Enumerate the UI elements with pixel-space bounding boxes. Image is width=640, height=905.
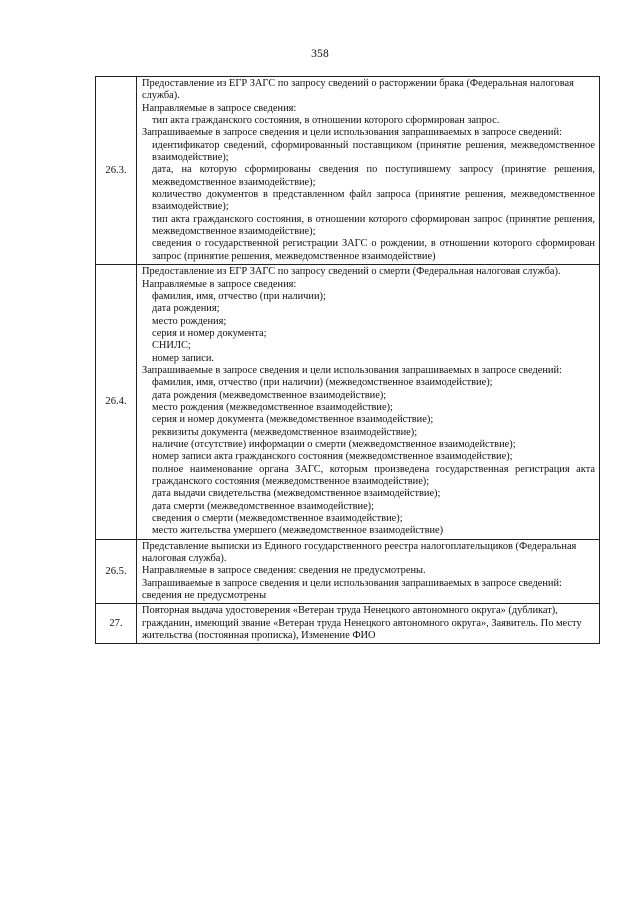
row-number: 26.3. bbox=[96, 77, 137, 265]
list-item: Направляемые в запросе сведения: bbox=[142, 102, 297, 114]
list-item: дата выдачи свидетельства (межведомственное взаимодействие); bbox=[152, 488, 441, 500]
row-number: 26.4. bbox=[96, 265, 137, 540]
list-item: дата смерти (межведомственное взаимодействие); bbox=[152, 500, 375, 512]
list-item: номер записи. bbox=[152, 352, 215, 364]
list-item: количество документов в представленном файл запроса (принятие решения, межведомственное взаимодействие); bbox=[152, 189, 595, 213]
list-item: место рождения (межведомственное взаимодействие); bbox=[152, 401, 393, 413]
list-item: дата рождения; bbox=[152, 303, 220, 315]
list-item: дата, на которую сформированы сведения по поступившему запросу (принятие решения, межведомственное взаимодействие); bbox=[152, 164, 595, 188]
list-item: Запрашиваемые в запросе сведения и цели использования запрашиваемых в запросе сведений: bbox=[142, 127, 562, 139]
list-item: фамилия, имя, отчество (при наличии); bbox=[152, 290, 326, 302]
list-item: идентификатор сведений, сформированный поставщиком (принятие решения, межведомственное взаимодействие); bbox=[152, 139, 595, 164]
list-item: тип акта гражданского состояния, в отношении которого сформирован запрос. bbox=[152, 115, 500, 127]
list-item: полное наименование органа ЗАГС, которым произведена государственная регистрация акта гражданского состояния (межведомственное взаимодействие); bbox=[152, 463, 595, 487]
row-title: Предоставление из ЕГР ЗАГС по запросу сведений о расторжении брака (Федеральная налоговая служба). bbox=[142, 78, 574, 102]
row-content bbox=[137, 604, 600, 644]
row-content bbox=[137, 265, 600, 540]
list-item: сведения о государственной регистрации ЗАГС о рождении, в отношении которого сформирован запрос (принятие решения, межведомственное взаимодействие) bbox=[152, 238, 595, 262]
list-item: сведения о смерти (межведомственное взаимодействие); bbox=[152, 513, 403, 525]
row-number: 27. bbox=[96, 604, 137, 644]
table-row bbox=[96, 539, 600, 604]
document-table bbox=[95, 76, 600, 644]
table-row bbox=[96, 77, 600, 265]
list-item: Направляемые в запросе сведения: сведения не предусмотрены. bbox=[142, 565, 426, 577]
list-item: СНИЛС; bbox=[152, 340, 191, 352]
list-item: реквизиты документа (межведомственное взаимодействие); bbox=[152, 426, 418, 438]
row-number: 26.5. bbox=[96, 539, 137, 604]
list-item: место рождения; bbox=[152, 315, 227, 327]
table-row bbox=[96, 604, 600, 644]
row-title: Предоставление из ЕГР ЗАГС по запросу сведений о смерти (Федеральная налоговая служба). bbox=[142, 266, 561, 278]
list-item: место жительства умершего (межведомственное взаимодействие) bbox=[152, 525, 444, 537]
list-item: дата рождения (межведомственное взаимодействие); bbox=[152, 389, 387, 401]
list-item: Запрашиваемые в запросе сведения и цели использования запрашиваемых в запросе сведений: bbox=[142, 364, 562, 376]
list-item: Направляемые в запросе сведения: bbox=[142, 278, 297, 290]
list-item: наличие (отсутствие) информации о смерти (межведомственное взаимодействие); bbox=[152, 438, 516, 450]
page-number: 358 bbox=[311, 48, 329, 60]
list-item: серия и номер документа; bbox=[152, 327, 267, 339]
list-item: тип акта гражданского состояния, в отношении которого сформирован запрос (принятие решения, межведомственное взаимодействие); bbox=[152, 213, 595, 238]
row-title: Повторная выдача удостоверения «Ветеран труда Ненецкого автономного округа» (дубликат), гражданин, имеющий звание «Ветеран труда Ненецкого автономного округа», Заявитель. По месту жительства (постоянная прописка), Изменение ФИО bbox=[142, 605, 582, 642]
row-title: Представление выписки из Единого государственного реестра налогоплательщиков (Федеральная налоговая служба). bbox=[142, 540, 577, 565]
table-row bbox=[96, 265, 600, 540]
row-content bbox=[137, 77, 600, 265]
row-content bbox=[137, 539, 600, 604]
list-item: Запрашиваемые в запросе сведения и цели использования запрашиваемых в запросе сведений: сведения не предусмотрены bbox=[142, 577, 562, 602]
list-item: серия и номер документа (межведомственное взаимодействие); bbox=[152, 414, 434, 426]
list-item: фамилия, имя, отчество (при наличии) (межведомственное взаимодействие); bbox=[152, 377, 493, 389]
list-item: номер записи акта гражданского состояния (межведомственное взаимодействие); bbox=[152, 451, 513, 463]
